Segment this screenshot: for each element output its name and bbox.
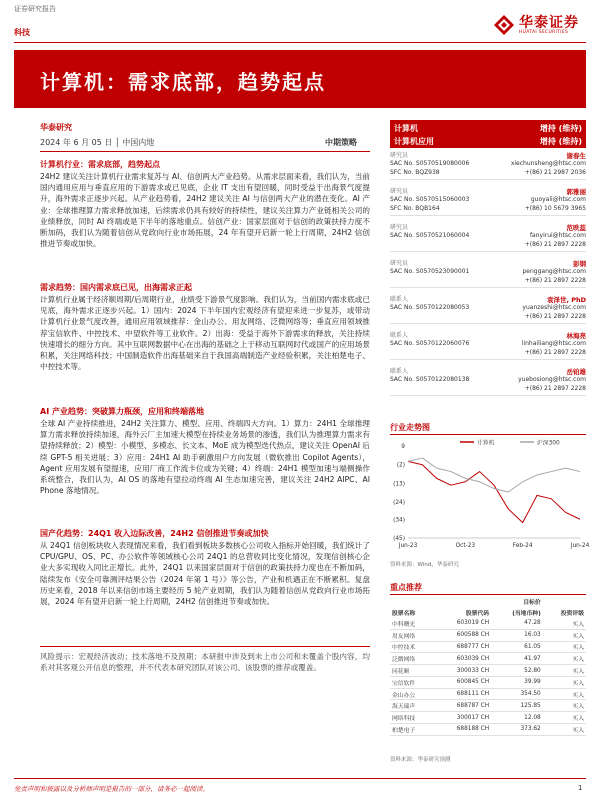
trend-chart-svg: [390, 438, 590, 556]
logo-text-cn: 华泰证券: [519, 15, 579, 31]
stock-code: 603039 CH: [456, 655, 490, 662]
analyst-name: 彭钢: [573, 260, 586, 268]
section-text-localization: 从 24Q1 信创板块收入表现情况来看，我们看到板块多数核心公司收入指标开始回暖，我们统计了 CPU/GPU、OS、PC、办公软件等领域核心公司 24Q1 的总营收同比变化情况，发现信创核心企业大多实现收入同比正增长。此外，24Q1 以来国家层面对于信创的政策扶持力度也在不断加码，陆续发布《安全可靠测评结果公告（2024 年第 1 号）》等公告，产业和机遇正在不断累积。复盘历史来看，2018 年以来信创市场主要经历 5 轮产业周期，我们认为随着信创从党政向行业市场拓展，2024 年有望开启新一轮上行周期，24H2 信创推进节奏或加快。: [40, 541, 370, 607]
analyst-name: 林海亮: [566, 332, 586, 340]
analyst-phone: +(86) 21 2897 2228: [524, 240, 586, 248]
analyst-role: 联系人: [390, 296, 409, 303]
rating-value: 增持 (维持): [539, 137, 582, 146]
analyst-contact-row: [390, 313, 586, 321]
target-price: 52.80: [524, 667, 541, 674]
analyst-card: [390, 332, 586, 360]
footer-divider: [14, 778, 586, 779]
picks-divider: [390, 594, 586, 595]
stock-code: 688111 CH: [456, 691, 490, 698]
report-type: 中期策略: [325, 138, 357, 147]
col-header-rating: 投资评级: [560, 611, 584, 617]
analyst-email[interactable]: fanyirui@htsc.com: [529, 232, 586, 240]
analyst-sac: SAC No. S0570122080138: [390, 376, 470, 384]
analyst-contact-row: [390, 340, 586, 348]
target-price: 61.05: [524, 643, 541, 650]
stock-name: 柏楚电子: [392, 727, 416, 734]
analyst-email[interactable]: guoyali@htsc.com: [530, 196, 586, 204]
stock-name: 用友网络: [392, 633, 416, 640]
analyst-card: [390, 188, 586, 216]
analyst-email[interactable]: linhailiang@htsc.com: [521, 340, 586, 348]
investment-rating: 买入: [572, 621, 584, 628]
section-heading-demand: 需求趋势：国内需求底已见，出海需求正起: [40, 283, 192, 292]
legend-label: 计算机: [477, 440, 495, 447]
stock-code: 300017 CH: [456, 714, 490, 721]
section-heading-localization: 国产化趋势：24Q1 收入边际改善，24H2 信创推进节奏或加快: [40, 529, 269, 538]
target-price: 125.85: [520, 702, 541, 709]
section-text-industry: 24H2 建议关注计算机行业需求复苏与 AI、信创两大产业趋势。从需求层面来看，我们认为，当前国内通用应用与垂直应用的下游需求或已见底，企业 IT 支出有望回暖，同时受益于出海景气度提升，海外需求正逐步兴起。从产业趋势看，24H2 建议关注 AI 与信创两大产业的潜在变化。AI 产业：全球推理算力需求释放加速，后续需求仍具有较好的持续性，建议关注算力产业链相关公司的业绩释放，同时 AI 终端或是下半年的落地重点。信创产业：国家层面对于信创的政策扶持力度不断加码，我们认为随着信创从党政向行业市场拓展，24 年有望开启新一轮上行周期，24H2 信创推进节奏或加快。: [40, 172, 370, 249]
analyst-card: [390, 152, 586, 180]
trend-divider: [390, 434, 586, 435]
analyst-name: 范昳蕊: [566, 224, 586, 232]
analyst-sac: SAC No. S0570521060004: [390, 232, 470, 240]
analyst-phone: +(86) 21 2987 2036: [524, 168, 586, 176]
picks-row: [390, 676, 586, 688]
stock-code: 300033 CH: [456, 667, 490, 674]
x-tick-label: Jun-23: [398, 543, 418, 549]
page-number: 1: [578, 784, 583, 792]
analyst-role: 研究员: [390, 152, 409, 159]
analyst-name: 岳铂雄: [566, 368, 586, 376]
picks-row: [390, 712, 586, 724]
x-tick-label: Feb-24: [512, 543, 533, 549]
picks-table: [390, 596, 586, 736]
picks-header-row: [390, 607, 586, 618]
huatai-logo-icon: [493, 14, 515, 36]
analyst-contact-row: [390, 385, 586, 393]
investment-rating: 买入: [572, 633, 584, 640]
investment-rating: 买入: [572, 669, 584, 676]
rating-sector: 计算机应用: [394, 137, 434, 146]
picks-row: [390, 629, 586, 641]
analyst-name: 谢春生: [566, 152, 586, 160]
section-text-demand: 计算机行业属于经济顺周期/后周期行业，业绩受下游景气度影响。我们认为，当前国内需求底或已见底，海外需求正逐步兴起。1）国内：2024 下半年国内宏观经济有望迎来进一步复苏，或带动计算机行业景气度改善，通用应用领域推荐：金山办公、用友网络、泛微网络等；垂直应用领域推荐宝信软件、中控技术、中望软件等工业软件。2）出海：受益于海外下游需求的释放，关注持续快速增长的细分方向。其中互联网数据中心在出海的基础之上于移动互联网时代或国产的应用场景积累，关注网络科技；中国制造软件出海基础来自于我国高端制造产业经验积累，关注柏楚电子、中控技术等。: [40, 295, 370, 372]
picks-source: 资料来源：华泰研究预测: [390, 757, 451, 763]
y-tick-label: (2): [396, 462, 405, 469]
analyst-contact-row: [390, 169, 586, 177]
picks-row: [390, 641, 586, 653]
picks-row: [390, 688, 586, 700]
target-price: 354.50: [520, 691, 541, 698]
analyst-contact-row: [390, 241, 586, 249]
col-header-name: 股票名称: [392, 611, 416, 617]
rating-sector: 计算机: [394, 124, 418, 133]
analyst-phone: +(86) 10 5679 3965: [524, 204, 586, 212]
analyst-divider: [390, 395, 586, 396]
target-price: 39.99: [524, 679, 541, 686]
report-kicker: 证券研究报告: [14, 5, 56, 13]
analyst-divider: [390, 323, 586, 324]
analyst-role: 研究员: [390, 260, 409, 267]
y-tick-label: (24): [393, 500, 405, 507]
section-heading-ai: AI 产业趋势：突破算力瓶颈，应用和终端落地: [40, 407, 204, 416]
picks-table-wrap: [390, 596, 586, 736]
analyst-name: 袁泽世, PhD: [546, 296, 586, 304]
analyst-email[interactable]: xiechunsheng@htsc.com: [510, 160, 586, 168]
rating-row: [394, 136, 582, 147]
target-price: 16.03: [524, 632, 541, 639]
stock-name: 网络科技: [392, 716, 416, 723]
x-tick-label: Oct-23: [455, 543, 476, 549]
analyst-role: 联系人: [390, 368, 409, 375]
header-divider: [14, 42, 586, 43]
y-tick-label: 9: [401, 444, 405, 450]
analyst-divider: [390, 215, 586, 216]
risk-warning: 风险提示：宏观经济波动；技术落地不及预期；本研报中涉及到未上市公司和未覆盖个股内容，均系对其客观公开信息的整理，并不代表本研究团队对该公司、该股票的推荐或覆盖。: [40, 652, 370, 673]
analyst-sac: SAC No. S0570122060076: [390, 340, 470, 348]
section-text-ai: 全球 AI 产业持续推进，24H2 关注算力、模型、应用、终端四大方向。1）算力：24H1 全球推理算力需求释放持续加速，海外云厂主加速大模型在持续业务场景的渗透，我们认为推理算力需求有望持续释放；2）模型：小模型、多模态、长文本、MoE 成为模型迭代热点，建议关注 OpenAI 后续 GPT-5 相关进展；3）应用：24H1 AI 助手刺激用户方向发展（微软推出 Copilot Agents），Agent 应用发展有望提速，应用厂商工作流卡位或为关键；4）终端：24H1 模型加速与端侧操作系统整合，我们认为，AI OS 的落地有望拉动终端 AI 生态加速完善，建议关注 24H2 AIPC、AI Phone 落地情况。: [40, 419, 370, 496]
stock-code: 688787 CH: [456, 702, 490, 709]
analyst-contact-row: [390, 268, 586, 276]
picks-row: [390, 665, 586, 677]
y-tick-label: (45): [393, 536, 405, 542]
report-title: 计算机：需求底部，趋势起点: [40, 70, 326, 94]
col-header-target-top: 目标价: [523, 600, 541, 606]
analyst-email[interactable]: yuebosiong@htsc.com: [518, 376, 586, 384]
stock-code: 603019 CH: [456, 620, 490, 627]
analyst-sac: SAC No. S0570515060003: [390, 196, 470, 204]
rating-box: [390, 120, 586, 148]
analyst-contact-row: [390, 232, 586, 240]
stock-code: 600588 CH: [456, 632, 490, 639]
meta-divider: [40, 151, 370, 152]
analyst-email[interactable]: penggang@htsc.com: [522, 268, 586, 276]
analyst-divider: [390, 179, 586, 180]
analyst-card: [390, 368, 586, 396]
trend-chart: [390, 438, 590, 556]
picks-header-row-top: [390, 596, 586, 607]
analyst-role: 联系人: [390, 332, 409, 339]
analyst-divider: [390, 359, 586, 360]
analyst-sac: SAC No. S0570519080006: [390, 160, 470, 168]
investment-rating: 买入: [572, 680, 584, 687]
investment-rating: 买入: [572, 716, 584, 723]
section-heading-industry: 计算机行业：需求底部，趋势起点: [40, 160, 160, 169]
analyst-contact-row: [390, 205, 586, 213]
analyst-card: [390, 224, 586, 252]
investment-rating: 买入: [572, 704, 584, 711]
analyst-contact-row: [390, 304, 586, 312]
analyst-sfc: SFC No. BQB164: [390, 204, 440, 212]
target-price: 47.28: [524, 620, 541, 627]
picks-row: [390, 653, 586, 665]
stock-name: 金山办公: [392, 692, 416, 699]
footer-disclaimer: 免责声明和披露以及分析师声明是报告的一部分，请务必一起阅读。: [14, 785, 209, 793]
picks-row: [390, 700, 586, 712]
y-tick-label: (13): [393, 481, 405, 488]
stock-code: 688777 CH: [456, 643, 490, 650]
analyst-divider: [390, 287, 586, 288]
investment-rating: 买入: [572, 657, 584, 664]
rating-row: [394, 123, 582, 134]
analyst-contact-row: [390, 349, 586, 357]
stock-name: 中科曙光: [392, 621, 416, 628]
analyst-sac: SAC No. S0570122080053: [390, 304, 470, 312]
picks-row: [390, 618, 586, 629]
analyst-sac: SAC No. S0570523090001: [390, 268, 470, 276]
stock-name: 中控技术: [392, 645, 416, 652]
analyst-card: [390, 260, 586, 288]
trend-heading: 行业走势图: [390, 423, 430, 432]
picks-heading: 重点推荐: [390, 583, 422, 592]
analyst-phone: +(86) 21 2897 2228: [524, 276, 586, 284]
stock-code: 600845 CH: [456, 679, 490, 686]
analyst-divider: [390, 251, 586, 252]
stock-name: 泛微网络: [392, 657, 416, 664]
analyst-role: 研究员: [390, 224, 409, 231]
analyst-email[interactable]: yuanzeshi@htsc.com: [522, 304, 586, 312]
investment-rating: 买入: [572, 645, 584, 652]
analyst-phone: +(86) 21 2897 2228: [524, 384, 586, 392]
target-price: 12.08: [524, 714, 541, 721]
analyst-phone: +(86) 21 2897 2228: [524, 312, 586, 320]
stock-name: 海天瑞声: [392, 704, 416, 711]
investment-rating: 买入: [572, 727, 584, 734]
analyst-contact-row: [390, 196, 586, 204]
huatai-logo: [493, 12, 591, 38]
rating-value: 增持 (维持): [539, 124, 582, 133]
report-date: 2024 年 6 月 05 日 │ 中国内地: [40, 138, 155, 147]
stock-name: 宝信软件: [392, 680, 416, 687]
analyst-phone: +(86) 21 2897 2228: [524, 348, 586, 356]
trend-source: 资料来源：Wind，华泰研究: [390, 562, 459, 568]
analyst-name: 郭雅丽: [566, 188, 586, 196]
legend-label: 沪深300: [537, 440, 560, 447]
analyst-sfc: SFC No. BQZ938: [390, 168, 440, 176]
investment-rating: 买入: [572, 692, 584, 699]
y-tick-label: (34): [393, 517, 405, 524]
col-header-code: 股票代码: [465, 611, 490, 617]
analyst-contact-row: [390, 160, 586, 168]
picks-row: [390, 724, 586, 736]
picks-body: [390, 618, 586, 735]
x-tick-label: Jun-24: [570, 543, 590, 549]
stock-code: 688188 CH: [456, 726, 490, 733]
analyst-contact-row: [390, 376, 586, 384]
sector-label: 科技: [14, 28, 30, 37]
logo-text-en: HUATAI SECURITIES: [519, 30, 569, 35]
analyst-contact-row: [390, 277, 586, 285]
target-price: 373.62: [520, 726, 541, 733]
research-org: 华泰研究: [40, 123, 72, 132]
risk-divider: [40, 646, 370, 647]
stock-name: 同花顺: [392, 669, 410, 676]
target-price: 41.97: [524, 655, 541, 662]
analyst-card: [390, 296, 586, 324]
col-header-target: (当地币种): [512, 611, 541, 617]
analyst-role: 研究员: [390, 188, 409, 195]
